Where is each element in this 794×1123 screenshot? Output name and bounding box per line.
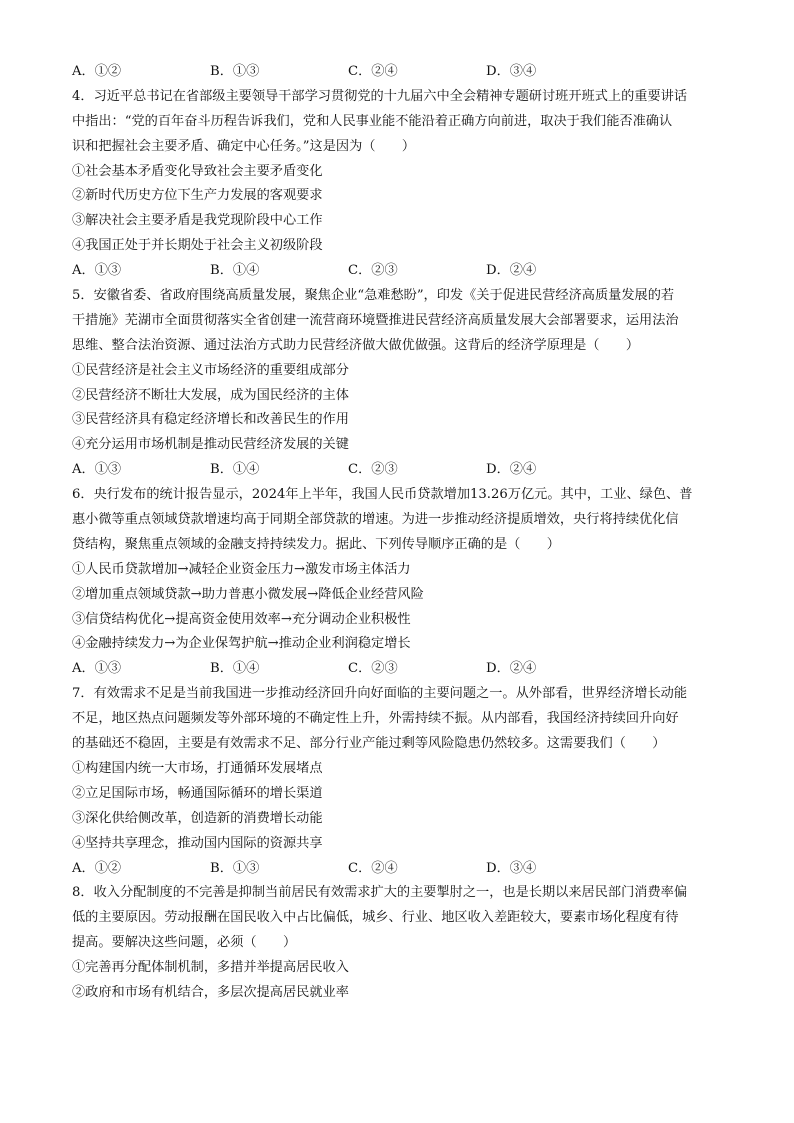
option-b[interactable]: B．①④ (210, 263, 260, 279)
option-d[interactable]: D．③④ (486, 860, 537, 876)
option-c[interactable]: C．②④ (348, 860, 398, 876)
option-b[interactable]: B．①③ (210, 860, 260, 876)
statement-item: ④充分运用市场机制是推动民营经济发展的关键 (72, 437, 349, 453)
option-d[interactable]: D．③④ (486, 64, 537, 79)
statement-item: ③民营经济具有稳定经济增长和改善民生的作用 (72, 412, 349, 428)
statement-item: ①完善再分配体制机制，多措并举提高居民收入 (72, 960, 349, 976)
exam-page (72, 60, 732, 1006)
question-stem-line: 6．央行发布的统计报告显示，2024年上半年，我国人民币贷款增加13.26万亿元。其中，工业、绿色、普 (72, 487, 693, 503)
answer-options (72, 657, 732, 682)
option-a[interactable]: A．①③ (72, 462, 122, 478)
option-d[interactable]: D．②④ (486, 462, 537, 478)
statement-item: ④坚持共享理念，推动国内国际的资源共享 (72, 835, 323, 851)
question-stem-line: 7．有效需求不足是当前我国进一步推动经济回升向好面临的主要问题之一。从外部看，世界经济增长动能 (72, 686, 688, 702)
statement-item: ②新时代历史方位下生产力发展的客观要求 (72, 188, 323, 204)
question-stem-line: 中指出：“党的百年奋斗历程告诉我们，党和人民事业能不能沿着正确方向前进，取决于我们能否准确认 (72, 113, 673, 129)
option-c[interactable]: C．②③ (348, 661, 398, 677)
option-c[interactable]: C．②④ (348, 64, 398, 79)
option-c[interactable]: C．②③ (348, 263, 398, 279)
option-a[interactable]: A．①② (72, 64, 122, 79)
option-d[interactable]: D．②④ (486, 263, 537, 279)
option-b[interactable]: B．①③ (210, 64, 260, 79)
statement-item: ③解决社会主要矛盾是我党现阶段中心工作 (72, 213, 323, 229)
question-stem-line: 5．安徽省委、省政府围绕高质量发展，聚焦企业“急难愁盼”，印发《关于促进民营经济高质量发展的若 (72, 288, 675, 304)
statement-item: ①民营经济是社会主义市场经济的重要组成部分 (72, 362, 349, 378)
statement-item: ④我国正处于并长期处于社会主义初级阶段 (72, 238, 323, 254)
statement-item: ③信贷结构优化→提高资金使用效率→充分调动企业积极性 (72, 611, 411, 627)
question-stem-line: 惠小微等重点领域贷款增速均高于同期全部贷款的增速。为进一步推动经济提质增效，央行将持续优化信 (72, 512, 679, 528)
statement-item: ②增加重点领域贷款→助力普惠小微发展→降低企业经营风险 (72, 586, 424, 602)
option-a[interactable]: A．①② (72, 860, 122, 876)
statement-item: ①构建国内统一大市场，打通循环发展堵点 (72, 760, 323, 776)
question-stem-line: 干措施》芜湖市全面贯彻落实全省创建一流营商环境暨推进民营经济高质量发展大会部署要求，运用法治 (72, 312, 679, 328)
question-8 (72, 881, 732, 1005)
question-5 (72, 284, 732, 483)
question-stem-line: 贷结构，聚焦重点领域的金融支持持续发力。据此、下列传导顺序正确的是（ ） (72, 536, 560, 552)
question-stem-line: 8．收入分配制度的不完善是抑制当前居民有效需求扩大的主要掣肘之一，也是长期以来居民部门消费率偏 (72, 885, 688, 901)
question-stem-line: 思维、整合法治资源、通过法治方式助力民营经济做大做优做强。这背后的经济学原理是（ ） (72, 337, 640, 353)
statement-item: ②民营经济不断壮大发展，成为国民经济的主体 (72, 387, 349, 403)
option-d[interactable]: D．②④ (486, 661, 537, 677)
statement-item: ①社会基本矛盾变化导致社会主要矛盾变化 (72, 163, 323, 179)
answer-options (72, 458, 732, 483)
answer-options (72, 857, 732, 882)
statement-item: ③深化供给侧改革，创造新的消费增长动能 (72, 810, 323, 826)
statement-item: ②立足国际市场，畅通国际循环的增长渠道 (72, 785, 323, 801)
question-stem-line: 识和把握社会主要矛盾、确定中心任务。”这是因为（ ） (72, 138, 416, 154)
option-b[interactable]: B．①④ (210, 462, 260, 478)
question-stem-line: 不足，地区热点问题频发等外部环境的不确定性上升，外需持续不振。从内部看，我国经济持续回升向好 (72, 711, 679, 727)
question-7 (72, 682, 732, 881)
statement-item: ②政府和市场有机结合，多层次提高居民就业率 (72, 984, 349, 1000)
question-6 (72, 483, 732, 682)
statement-item: ①人民币贷款增加→减轻企业资金压力→激发市场主体活力 (72, 561, 411, 577)
option-b[interactable]: B．①④ (210, 661, 260, 677)
question-stem-line: 提高。要解决这些问题，必须（ ） (72, 935, 297, 951)
option-a[interactable]: A．①③ (72, 661, 122, 677)
answer-options (72, 259, 732, 284)
option-a[interactable]: A．①③ (72, 263, 122, 279)
option-c[interactable]: C．②③ (348, 462, 398, 478)
q3-options (72, 60, 732, 85)
statement-item: ④金融持续发力→为企业保驾护航→推动企业利润稳定增长 (72, 636, 411, 652)
question-4 (72, 85, 732, 284)
question-stem-line: 4．习近平总书记在省部级主要领导干部学习贯彻党的十九届六中全会精神专题研讨班开班式上的重要讲话 (72, 88, 688, 104)
question-stem-line: 的基础还不稳固，主要是有效需求不足、部分行业产能过剩等风险隐患仍然较多。这需要我们（ ） (72, 736, 666, 752)
question-stem-line: 低的主要原因。劳动报酬在国民收入中占比偏低，城乡、行业、地区收入差距较大，要素市场化程度有待 (72, 910, 679, 926)
